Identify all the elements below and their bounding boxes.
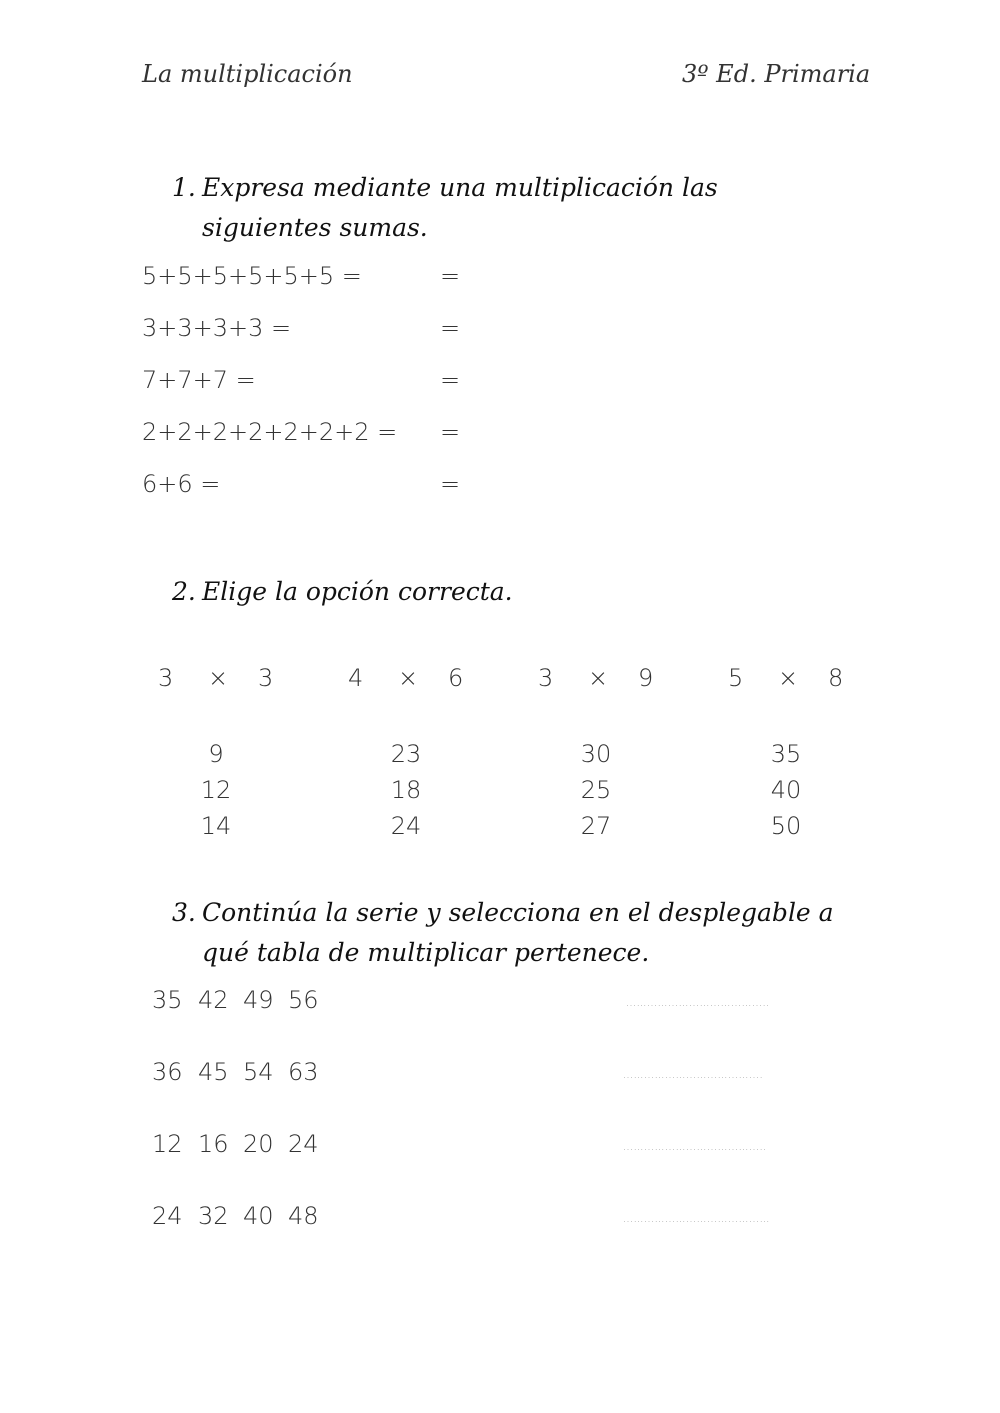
options-column-1 [186,736,246,844]
series-value: 63 [288,1058,319,1086]
sum-expression: 3+3+3+3 = [142,314,292,342]
option[interactable]: 18 [390,776,422,804]
option[interactable]: 25 [580,776,612,804]
sum-row-2 [142,314,542,344]
series-value: 16 [198,1130,229,1158]
series-value: 32 [198,1202,229,1230]
option[interactable]: 30 [580,740,612,768]
question-2 [172,572,872,614]
question-2-number: 2. [172,577,196,606]
question-2-text: Elige la opción correcta. [202,577,513,606]
option[interactable]: 27 [580,812,612,840]
sum-answer-equals[interactable]: = [440,262,461,290]
series-value: 56 [288,986,319,1014]
question-3-number: 3. [172,898,196,927]
times-sign: × [398,664,419,692]
factor-a: 3 [158,664,174,692]
times-sign: × [588,664,609,692]
option[interactable]: 40 [770,776,802,804]
sum-expression: 7+7+7 = [142,366,256,394]
multiplication-3 [538,664,698,694]
option[interactable]: 24 [390,812,422,840]
options-column-4 [756,736,816,844]
sum-answer-equals[interactable]: = [440,314,461,342]
factor-b: 8 [828,664,844,692]
table-dropdown-blank[interactable]: …………………………………. [623,1070,764,1081]
series-value: 45 [198,1058,229,1086]
times-sign: × [778,664,799,692]
option[interactable]: 50 [770,812,802,840]
table-dropdown-blank[interactable]: ………………………………….. [626,998,770,1009]
series-row-1 [152,986,852,1018]
option[interactable]: 12 [200,776,232,804]
series-value: 40 [243,1202,274,1230]
sum-answer-equals[interactable]: = [440,470,461,498]
series-value: 49 [243,986,274,1014]
question-3 [172,893,872,975]
sum-answer-equals[interactable]: = [440,366,461,394]
sum-row-1 [142,262,542,292]
sum-expression: 6+6 = [142,470,221,498]
option[interactable]: 23 [390,740,422,768]
question-1 [172,168,872,250]
options-column-2 [376,736,436,844]
table-dropdown-blank[interactable]: ………………………………….. [623,1142,767,1153]
factor-a: 3 [538,664,554,692]
header-left-title: La multiplicación [142,60,353,88]
series-row-4 [152,1202,852,1234]
series-value: 12 [152,1130,183,1158]
sum-answer-equals[interactable]: = [440,418,461,446]
question-1-text: Expresa mediante una multiplicación las siguientes sumas. [202,173,718,242]
sum-expression: 2+2+2+2+2+2+2 = [142,418,398,446]
option[interactable]: 35 [770,740,802,768]
header-right-grade: 3º Ed. Primaria [682,60,871,88]
series-value: 54 [243,1058,274,1086]
option[interactable]: 14 [200,812,232,840]
multiplication-2 [348,664,508,694]
sum-row-3 [142,366,542,396]
factor-b: 9 [638,664,654,692]
series-value: 48 [288,1202,319,1230]
times-sign: × [208,664,229,692]
question-1-number: 1. [172,173,196,202]
series-value: 20 [243,1130,274,1158]
table-dropdown-blank[interactable]: …………………………………… [623,1214,770,1225]
series-value: 24 [152,1202,183,1230]
multiplication-1 [158,664,318,694]
series-value: 36 [152,1058,183,1086]
options-column-3 [566,736,626,844]
option[interactable]: 9 [208,740,224,768]
series-row-3 [152,1130,852,1162]
sum-expression: 5+5+5+5+5+5 = [142,262,362,290]
question-3-text: Continúa la serie y selecciona en el desplegable a qué tabla de multiplicar pertenece. [202,898,834,967]
factor-a: 5 [728,664,744,692]
factor-b: 3 [258,664,274,692]
series-value: 42 [198,986,229,1014]
series-value: 35 [152,986,183,1014]
series-value: 24 [288,1130,319,1158]
multiplication-4 [728,664,888,694]
series-row-2 [152,1058,852,1090]
factor-b: 6 [448,664,464,692]
sum-row-4 [142,418,542,448]
sum-row-5 [142,470,542,500]
factor-a: 4 [348,664,364,692]
